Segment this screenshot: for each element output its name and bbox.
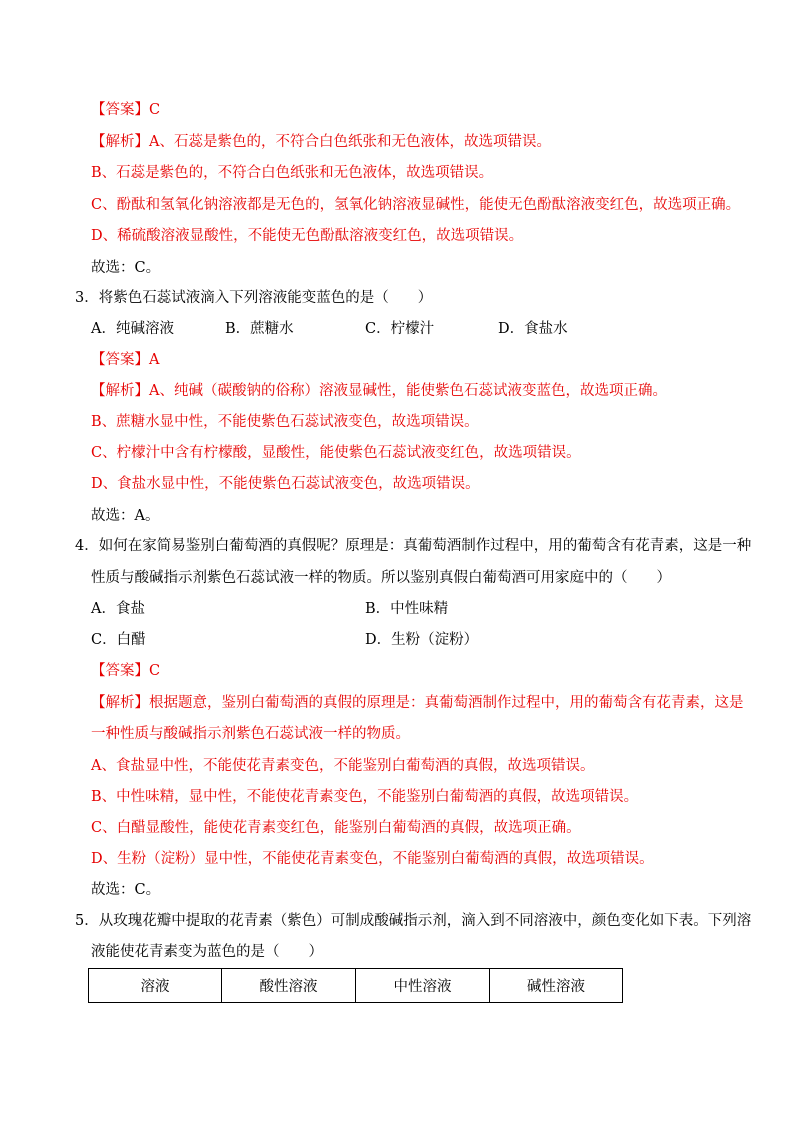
- q4-stem-line-2: 性质与酸碱指示剂紫色石蕊试液一样的物质。所以鉴别真假白葡萄酒可用家庭中的（ ）: [91, 570, 671, 586]
- q2-analysis-line-3: C、酚酞和氢氧化钠溶液都是无色的，氢氧化钠溶液显碱性，能使无色酚酞溶液变红色，故选项正确。: [91, 197, 741, 213]
- table-header-cell: 中性溶液: [356, 969, 490, 1003]
- q4-analysis-line-3: A、食盐显中性，不能使花青素变色，不能鉴别白葡萄酒的真假，故选项错误。: [91, 758, 595, 774]
- q2-conclusion: 故选：C。: [91, 260, 161, 276]
- q3-option-d: D．食盐水: [498, 321, 568, 337]
- q2-analysis-line-2: B、石蕊是紫色的，不符合白色纸张和无色液体，故选项错误。: [91, 165, 494, 181]
- table-header-cell: 酸性溶液: [222, 969, 356, 1003]
- q3-option-c: C．柠檬汁: [365, 321, 435, 337]
- q4-analysis-line-6: D、生粉（淀粉）显中性，不能使花青素变色，不能鉴别白葡萄酒的真假，故选项错误。: [91, 851, 654, 867]
- indicator-color-table: [88, 968, 623, 1003]
- q3-analysis-line-3: C、柠檬汁中含有柠檬酸，显酸性，能使紫色石蕊试液变红色，故选项错误。: [91, 445, 581, 461]
- q4-option-a: A．食盐: [91, 601, 145, 617]
- q4-analysis-line-4: B、中性味精，显中性，不能使花青素变色，不能鉴别白葡萄酒的真假，故选项错误。: [91, 789, 639, 805]
- q3-analysis-line-2: B、蔗糖水显中性，不能使紫色石蕊试液变色，故选项错误。: [91, 414, 479, 430]
- q4-option-d: D．生粉（淀粉）: [365, 632, 479, 648]
- q4-option-b: B．中性味精: [365, 601, 449, 617]
- q4-option-c: C．白醋: [91, 632, 146, 648]
- q3-analysis-line-4: D、食盐水显中性，不能使紫色石蕊试液变色，故选项错误。: [91, 476, 480, 492]
- q3-analysis-line-1: 【解析】A、纯碱（碳酸钠的俗称）溶液显碱性，能使紫色石蕊试液变蓝色，故选项正确。: [91, 383, 667, 399]
- q5-stem-line-2: 液能使花青素变为蓝色的是（ ）: [91, 944, 323, 960]
- table-header-row: [89, 969, 623, 1003]
- q4-conclusion: 故选：C。: [91, 882, 161, 898]
- q5-stem-line-1: 5．从玫瑰花瓣中提取的花青素（紫色）可制成酸碱指示剂，滴入到不同溶液中，颜色变化如下表。下列溶: [75, 913, 752, 929]
- q3-conclusion: 故选：A。: [91, 508, 160, 524]
- q3-answer-label: 【答案】A: [91, 352, 160, 368]
- table-header-cell: 溶液: [89, 969, 222, 1003]
- table-header-cell: 碱性溶液: [490, 969, 623, 1003]
- q4-answer-label: 【答案】C: [91, 663, 161, 679]
- q4-analysis-line-2: 一种性质与酸碱指示剂紫色石蕊试液一样的物质。: [91, 726, 410, 742]
- q2-analysis-line-1: 【解析】A、石蕊是紫色的，不符合白色纸张和无色液体，故选项错误。: [91, 134, 551, 150]
- q4-analysis-line-1: 【解析】根据题意，鉴别白葡萄酒的真假的原理是：真葡萄酒制作过程中，用的葡萄含有花青素，这是: [91, 695, 744, 711]
- q2-analysis-line-4: D、稀硫酸溶液显酸性，不能使无色酚酞溶液变红色，故选项错误。: [91, 228, 524, 244]
- q3-option-a: A．纯碱溶液: [91, 321, 174, 337]
- q3-option-b: B．蔗糖水: [225, 321, 294, 337]
- q4-analysis-line-5: C、白醋显酸性，能使花青素变红色，能鉴别白葡萄酒的真假，故选项正确。: [91, 820, 581, 836]
- q2-answer-label: 【答案】C: [91, 102, 161, 118]
- q4-stem-line-1: 4．如何在家简易鉴别白葡萄酒的真假呢？原理是：真葡萄酒制作过程中，用的葡萄含有花青素，这是一种: [75, 538, 752, 554]
- q3-stem: 3．将紫色石蕊试液滴入下列溶液能变蓝色的是（ ）: [75, 290, 433, 306]
